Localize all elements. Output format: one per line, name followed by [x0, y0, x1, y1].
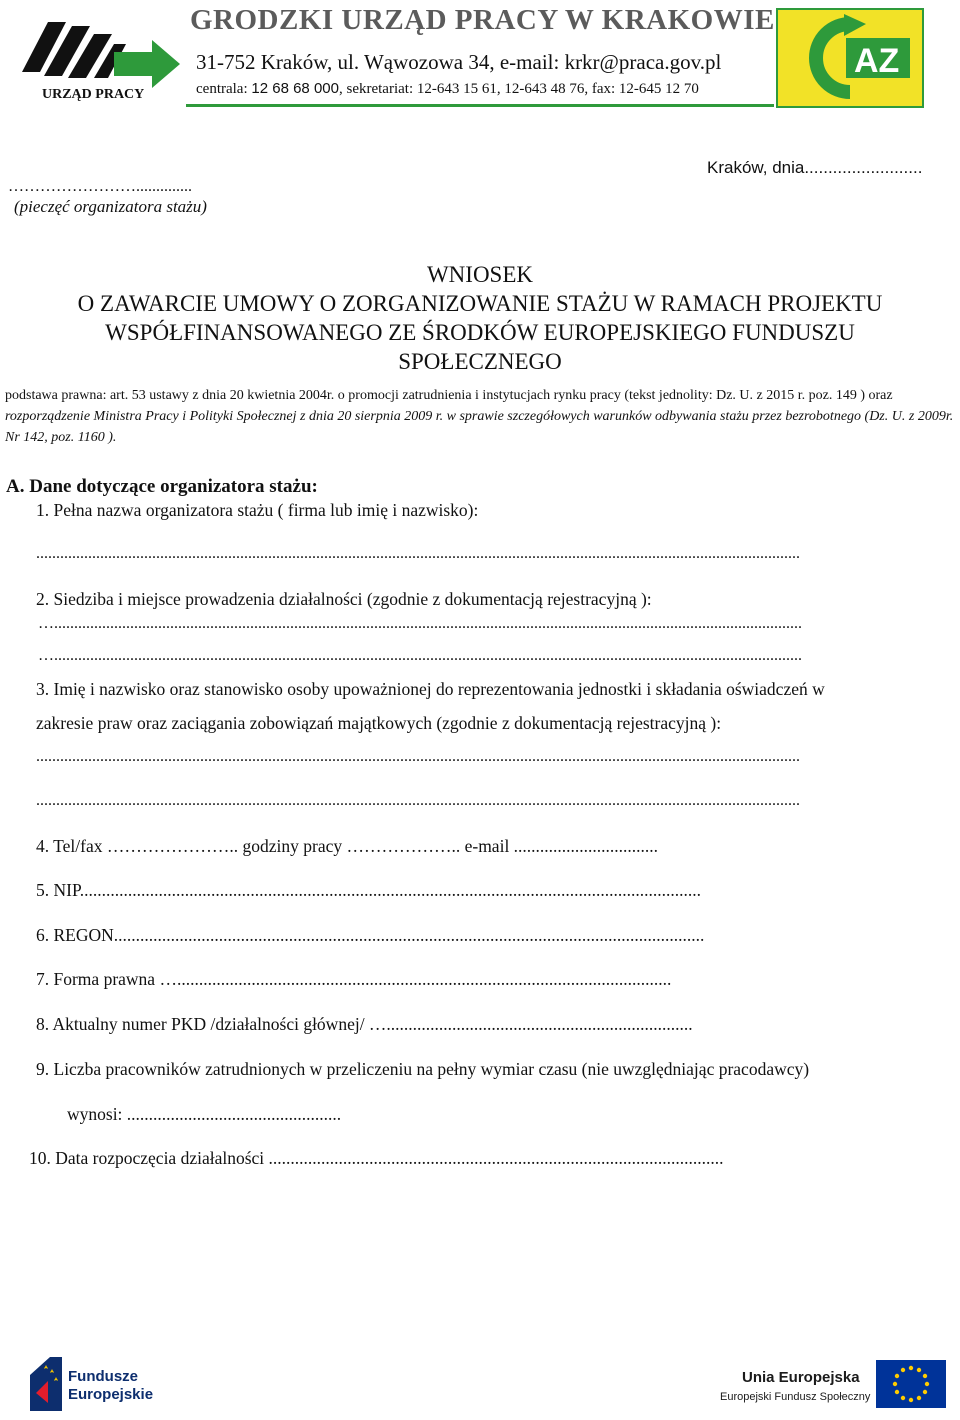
question-6-regon[interactable]: 6. REGON.......................................................................................................................................: [36, 925, 705, 945]
date-line[interactable]: Kraków, dnia.........................: [707, 158, 923, 177]
question-5-nip[interactable]: 5. NIP..............................................................................................................................................: [36, 880, 702, 900]
question-3-field-1[interactable]: ...............................................................................................................................................................................................: [36, 748, 800, 765]
question-8-pkd[interactable]: 8. Aktualny numer PKD /działalności głównej/ …......................................................................: [36, 1014, 693, 1034]
org-logo-label: URZĄD PRACY: [42, 87, 145, 102]
question-2-label: 2. Siedziba i miejsce prowadzenia działalności (zgodnie z dokumentacją rejestracyjną ):: [36, 589, 652, 609]
question-2-field-1[interactable]: …...........................................................................................................................................................................................: [38, 615, 802, 632]
title-line-4: SPOŁECZNEGO: [398, 349, 562, 374]
legal-basis-regulation: rozporządzenie Ministra Pracy i Polityki Społecznej z dnia 20 sierpnia 2009 r. w sprawie szczegółowych warunków odbywania stażu przez bezrobotnego (Dz. U. z 2009r. Nr 142, poz. 1160 ).: [5, 409, 954, 445]
question-9-field[interactable]: wynosi: .................................................: [67, 1104, 342, 1124]
section-a-heading: A. Dane dotyczące organizatora stażu:: [6, 476, 318, 497]
urzad-pracy-logo: [14, 12, 186, 104]
office-phones: [196, 80, 699, 98]
fe-line-1: Fundusze: [68, 1368, 138, 1385]
question-9-label: 9. Liczba pracowników zatrudnionych w przeliczeniu na pełny wymiar czasu (nie uwzględniając pracodawcy): [36, 1059, 810, 1079]
unia-europejska-logo: [718, 1360, 948, 1410]
phones-rest: , sekretariat: 12-643 15 61, 12-643 48 76, fax: 12-645 12 70: [338, 81, 699, 97]
caz-logo: [776, 8, 924, 108]
question-1-label: 1. Pełna nazwa organizatora stażu ( firma lub imię i nazwisko):: [36, 500, 479, 520]
stamp-dots: ……………………..............: [8, 178, 192, 195]
eu-line-1: Unia Europejska: [742, 1369, 860, 1386]
legal-basis: [5, 385, 957, 448]
question-3-field-2[interactable]: ...............................................................................................................................................................................................: [36, 792, 800, 809]
office-title: GRODZKI URZĄD PRACY W KRAKOWIE: [190, 4, 775, 36]
form-title: [0, 260, 960, 376]
fundusze-europejskie-logo: [28, 1355, 168, 1413]
central-number: 12 68 68 000: [251, 80, 339, 97]
question-10-start-date[interactable]: 10. Data rozpoczęcia działalności ........................................................................................................: [29, 1148, 724, 1168]
question-2-field-2[interactable]: …...........................................................................................................................................................................................: [38, 647, 802, 664]
question-3-label: 3. Imię i nazwisko oraz stanowisko osoby upoważnionej do reprezentowania jednostki i składania oświadczeń w: [36, 679, 825, 699]
title-line-2: O ZAWARCIE UMOWY O ZORGANIZOWANIE STAŻU W RAMACH PROJEKTU: [77, 291, 883, 316]
stamp-label: (pieczęć organizatora stażu): [14, 197, 207, 216]
title-line-1: WNIOSEK: [426, 262, 534, 287]
header-rule: [186, 104, 774, 107]
question-7-legal-form[interactable]: 7. Forma prawna ….................................................................................................................: [36, 969, 672, 989]
caz-logo-label: AZ: [854, 42, 900, 80]
legal-basis-text: podstawa prawna: art. 53 ustawy z dnia 20 kwietnia 2004r. o promocji zatrudnienia i instytucjach rynku pracy (tekst jednolity: Dz. U. z 2015 r. poz. 149 ) oraz: [5, 388, 893, 403]
question-4-contact[interactable]: 4. Tel/fax ………………….. godziny pracy ……………….. e-mail .................................: [36, 836, 659, 856]
title-line-3: WSPÓŁFINANSOWANEGO ZE ŚRODKÓW EUROPEJSKIEGO FUNDUSZU: [105, 320, 855, 345]
eu-line-2: Europejski Fundusz Społeczny: [720, 1391, 871, 1403]
question-3-label-cont: zakresie praw oraz zaciągania zobowiązań majątkowych (zgodnie z dokumentacją rejestracyjną ):: [36, 713, 722, 733]
fe-line-2: Europejskie: [68, 1386, 154, 1403]
central-label: centrala:: [196, 81, 248, 97]
office-address: 31-752 Kraków, ul. Wąwozowa 34, e-mail: krkr@praca.gov.pl: [196, 50, 722, 74]
question-1-field[interactable]: ...............................................................................................................................................................................................: [36, 545, 800, 562]
